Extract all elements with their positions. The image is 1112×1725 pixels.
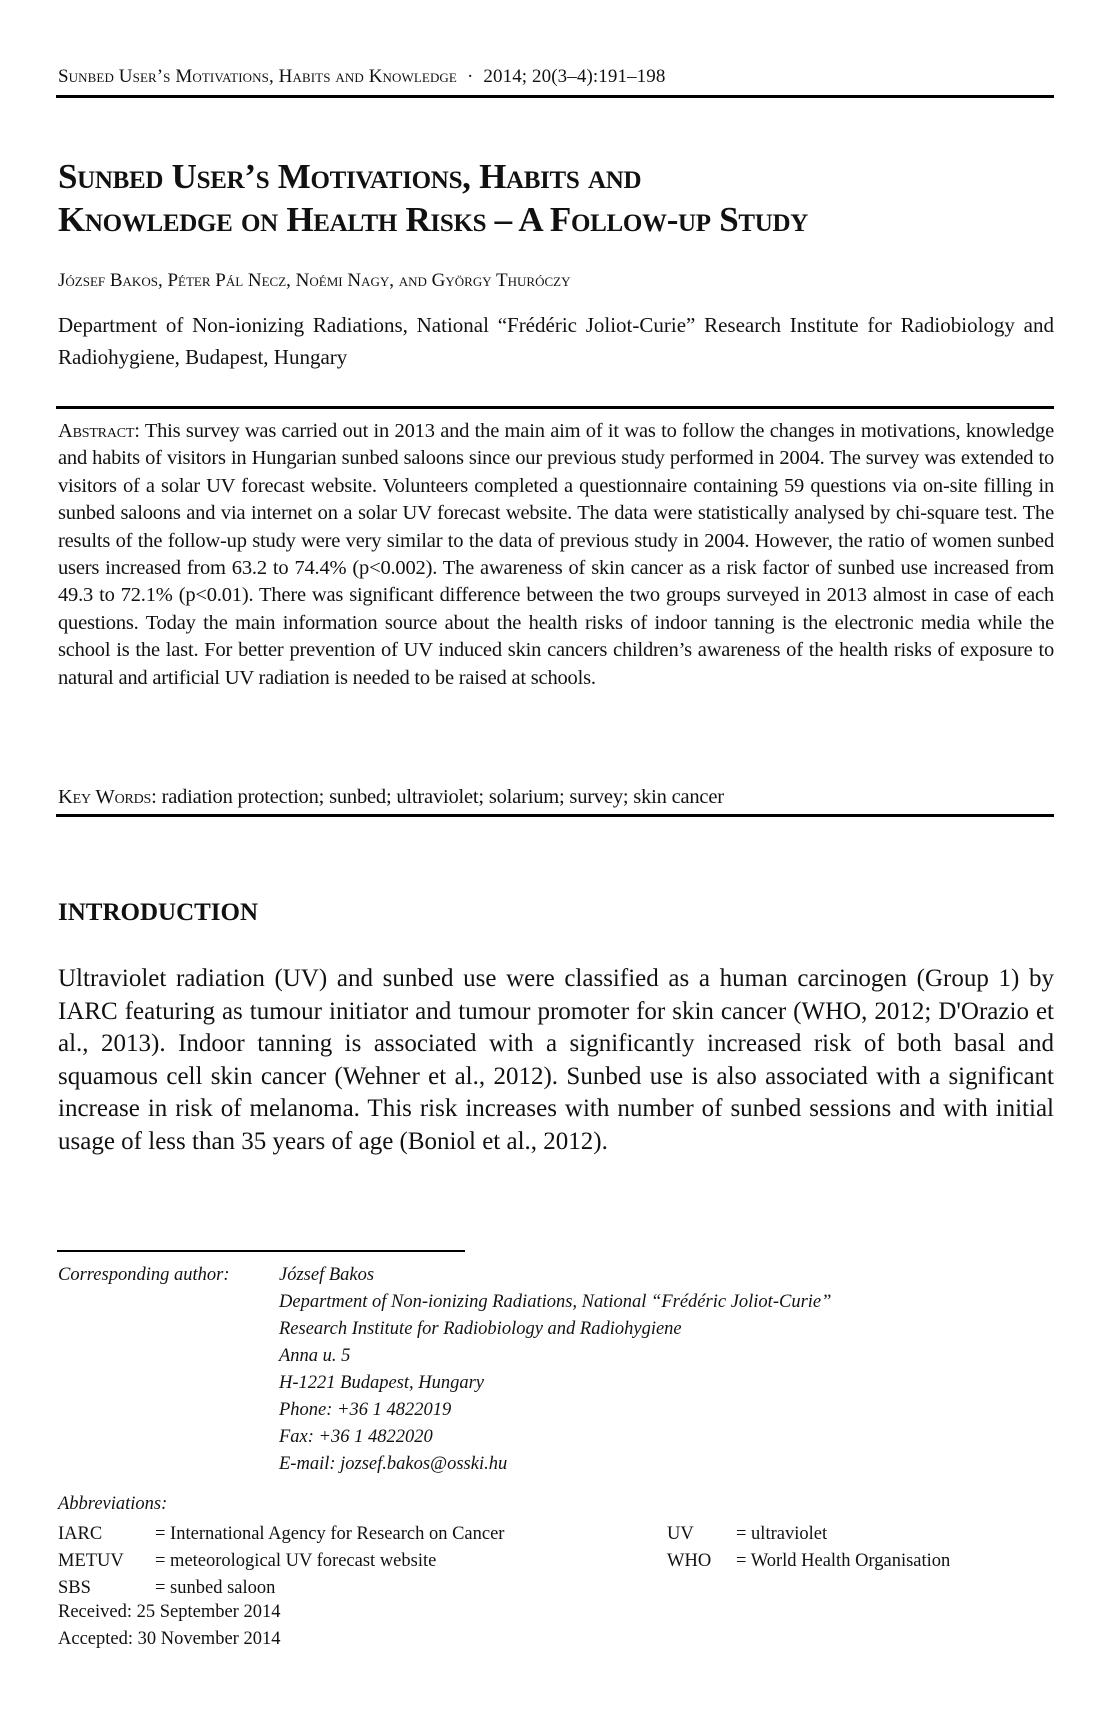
address-line: H-1221 Budapest, Hungary xyxy=(279,1373,485,1393)
abbreviations-right-column xyxy=(667,1521,950,1575)
submission-dates xyxy=(58,1599,280,1653)
abstract-label: Abstract: xyxy=(58,420,140,442)
abbreviation-value: = ultraviolet xyxy=(736,1524,828,1544)
received-date: Received: 25 September 2014 xyxy=(58,1602,281,1622)
abstract-text: This survey was carried out in 2013 and the main aim of it was to follow the changes in motivations, knowledge and habits of visitors in Hungarian sunbed saloons since our previous study performed in 2004. The survey was extended to visitors of a solar UV forecast website. Volunteers completed a questionnaire containing 59 questions via on-site filling in sunbed saloons and via internet on a solar UV forecast website. The data were statistically analysed by chi-square test. The results of the follow-up study were very similar to the data of previous study in 2004. However, the ratio of women sunbed users increased from 63.2 to 74.4% (p<0.002). The awareness of skin cancer as a risk factor of sunbed use increased from 49.3 to 72.1% (p<0.01). There was significant difference between the two groups surveyed in 2013 almost in case of each questions. Today the main information source about the health risks of indoor tanning is the electronic media while the school is the last. For better prevention of UV induced skin cancers children’s awareness of the health risks of exposure to natural and artificial UV radiation is needed to be raised at schools. xyxy=(58,420,1054,689)
abbreviation-value: = meteorological UV forecast website xyxy=(155,1551,437,1571)
phone-line: Phone: +36 1 4822019 xyxy=(279,1400,452,1420)
abbreviation-key: METUV xyxy=(58,1551,124,1571)
abbreviation-key: SBS xyxy=(58,1578,91,1598)
abbreviation-row xyxy=(667,1548,950,1575)
abbreviation-row xyxy=(58,1521,504,1548)
title-line-2: Knowledge on Health Risks – A Follow-up Study xyxy=(58,200,809,239)
abbreviation-row xyxy=(667,1521,950,1548)
corresponding-author-label: Corresponding author: xyxy=(58,1265,230,1285)
corresponding-author-name: József Bakos xyxy=(279,1265,375,1285)
abbreviations-left-column xyxy=(58,1521,504,1602)
abbreviation-row xyxy=(58,1548,504,1575)
running-head-journal-title: Sunbed User’s Motivations, Habits and Knowledge xyxy=(58,66,457,87)
introduction-paragraph: Ultraviolet radiation (UV) and sunbed use were classified as a human carcinogen (Group 1) by IARC featuring as tumour initiator and tumour promoter for skin cancer (WHO, 2012; D'Orazio et al., 2013). Indoor tanning is associated with a significantly increased risk of both basal and squamous cell skin cancer (Wehner et al., 2012). Sunbed use is also associated with a significant increase in risk of melanoma. This risk increases with number of sunbed sessions and with initial usage of less than 35 years of age (Boniol et al., 2012). xyxy=(58,965,1054,1155)
abbreviation-value: = sunbed saloon xyxy=(155,1578,276,1598)
section-heading-introduction: INTRODUCTION xyxy=(58,899,259,926)
fax-line: Fax: +36 1 4822020 xyxy=(279,1427,433,1447)
corresponding-author-block xyxy=(58,1262,1058,1478)
footnote-rule xyxy=(57,1250,465,1252)
keywords-label: Key Words: xyxy=(58,786,157,808)
article-title xyxy=(58,155,1058,241)
abbreviation-row xyxy=(58,1575,504,1602)
abbreviation-key: IARC xyxy=(58,1524,103,1544)
abstract-bottom-rule xyxy=(56,814,1054,817)
author-list: József Bakos, Péter Pál Necz, Noémi Nagy, and György Thuróczy xyxy=(58,270,571,291)
running-head xyxy=(58,66,665,88)
email-line: E-mail: jozsef.bakos@osski.hu xyxy=(279,1454,508,1474)
affiliation: Department of Non-ionizing Radiations, National “Frédéric Joliot-Curie” Research Institute for Radiobiology and Radiohygiene, Budapest, Hungary xyxy=(58,313,1054,369)
abbreviation-value: = International Agency for Research on Cancer xyxy=(155,1524,505,1544)
keywords-text: radiation protection; sunbed; ultraviolet; solarium; survey; skin cancer xyxy=(161,786,724,808)
header-rule xyxy=(56,95,1054,98)
accepted-date: Accepted: 30 November 2014 xyxy=(58,1629,281,1649)
title-line-1: Sunbed User’s Motivations, Habits and xyxy=(58,157,642,196)
abstract xyxy=(58,418,1054,692)
address-line: Anna u. 5 xyxy=(279,1346,351,1366)
abbreviation-key: WHO xyxy=(667,1551,712,1571)
abstract-top-rule xyxy=(56,406,1054,409)
address-line: Department of Non-ionizing Radiations, National “Frédéric Joliot-Curie” xyxy=(279,1292,832,1312)
address-line: Research Institute for Radiobiology and Radiohygiene xyxy=(279,1319,682,1339)
running-head-separator: · xyxy=(466,66,474,87)
abbreviations-title: Abbreviations: xyxy=(58,1494,168,1514)
running-head-citation: 2014; 20(3–4):191–198 xyxy=(483,66,666,87)
abbreviation-value: = World Health Organisation xyxy=(736,1551,951,1571)
abbreviation-key: UV xyxy=(667,1524,694,1544)
keywords xyxy=(58,786,1054,809)
